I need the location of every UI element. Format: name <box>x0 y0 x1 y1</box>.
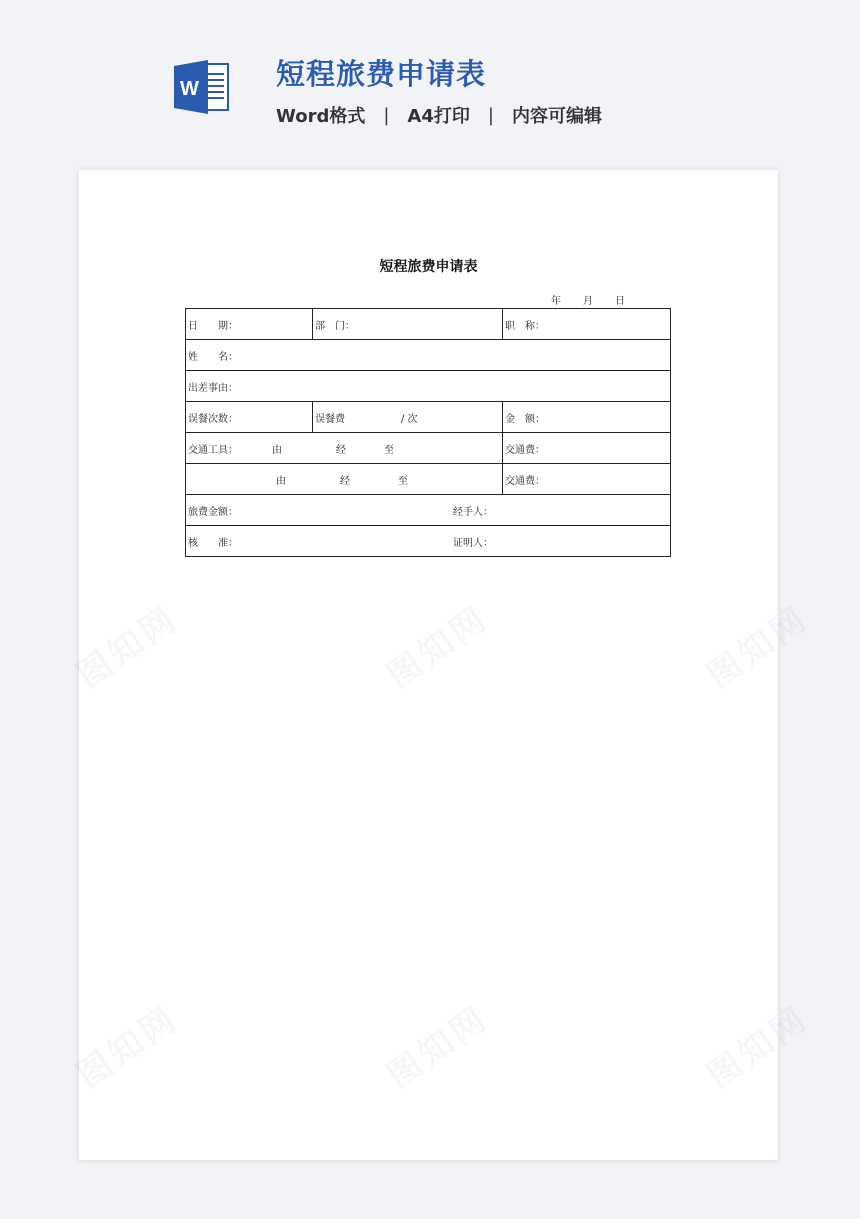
meal-fee-cell[interactable] <box>313 402 503 433</box>
approve-label: 核 准： <box>188 537 238 549</box>
table-row <box>186 433 671 464</box>
separator: | <box>487 104 494 126</box>
separator: | <box>383 104 390 126</box>
watermark: 图知网 <box>699 998 817 1097</box>
date-year: 年 <box>551 296 561 307</box>
amount-cell[interactable] <box>503 402 671 433</box>
page-title: 短程旅费申请表 <box>276 57 487 91</box>
watermark: 图知网 <box>699 598 817 697</box>
word-doc-icon <box>174 58 230 116</box>
position-label: 职 称： <box>505 320 545 332</box>
meal-fee-label: 误餐费 <box>315 413 345 425</box>
name-cell[interactable] <box>186 340 671 371</box>
meal-count-label: 误餐次数： <box>188 413 238 425</box>
name-label: 姓 名： <box>188 351 238 363</box>
table-row <box>186 464 671 495</box>
travel-amount-cell[interactable] <box>186 495 671 526</box>
transport-cell-2[interactable] <box>186 464 503 495</box>
dept-label: 部 门： <box>315 320 355 332</box>
subtitle-editable: 内容可编辑 <box>511 106 602 127</box>
watermark: 图知网 <box>69 598 187 697</box>
transport-fee-cell-2[interactable] <box>503 464 671 495</box>
table-row <box>186 526 671 557</box>
handler-label: 经手人： <box>453 506 493 518</box>
date-cell[interactable] <box>186 309 313 340</box>
word-icon-letter: W <box>180 78 199 100</box>
table-row <box>186 495 671 526</box>
transport-fee-label: 交通费： <box>505 444 545 456</box>
from-label: 由 <box>272 444 282 456</box>
document-page <box>69 170 817 1160</box>
transport-fee-cell[interactable] <box>503 433 671 464</box>
subtitle-print: A4打印 <box>407 106 470 127</box>
header <box>0 0 860 160</box>
subtitle <box>276 102 602 128</box>
to-label: 至 <box>398 475 408 487</box>
transport-cell[interactable] <box>186 433 503 464</box>
travel-expense-form <box>185 308 671 557</box>
amount-label: 金 额： <box>505 413 545 425</box>
table-row <box>186 340 671 371</box>
dept-cell[interactable] <box>313 309 503 340</box>
transport-label: 交通工具： <box>188 444 238 456</box>
date-line <box>551 292 625 307</box>
reason-cell[interactable] <box>186 371 671 402</box>
transport-fee-label: 交通费： <box>505 475 545 487</box>
meal-count-cell[interactable] <box>186 402 313 433</box>
travel-amount-label: 旅费金额： <box>188 506 238 518</box>
from-label: 由 <box>276 475 286 487</box>
watermark: 图知网 <box>69 998 187 1097</box>
date-day: 日 <box>615 296 625 307</box>
subtitle-format: Word格式 <box>276 106 366 127</box>
meal-fee-unit: / 次 <box>401 413 418 425</box>
via-label: 经 <box>336 444 346 456</box>
watermark: 图知网 <box>379 598 497 697</box>
watermark: 图知网 <box>379 998 497 1097</box>
approve-cell[interactable] <box>186 526 671 557</box>
position-cell[interactable] <box>503 309 671 340</box>
document-title: 短程旅费申请表 <box>379 259 478 275</box>
table-row <box>186 402 671 433</box>
to-label: 至 <box>384 444 394 456</box>
witness-label: 证明人： <box>453 537 493 549</box>
table-row <box>186 371 671 402</box>
date-label: 日 期： <box>188 320 238 332</box>
date-month: 月 <box>583 296 593 307</box>
table-row <box>186 309 671 340</box>
reason-label: 出差事由： <box>188 382 238 394</box>
via-label: 经 <box>340 475 350 487</box>
